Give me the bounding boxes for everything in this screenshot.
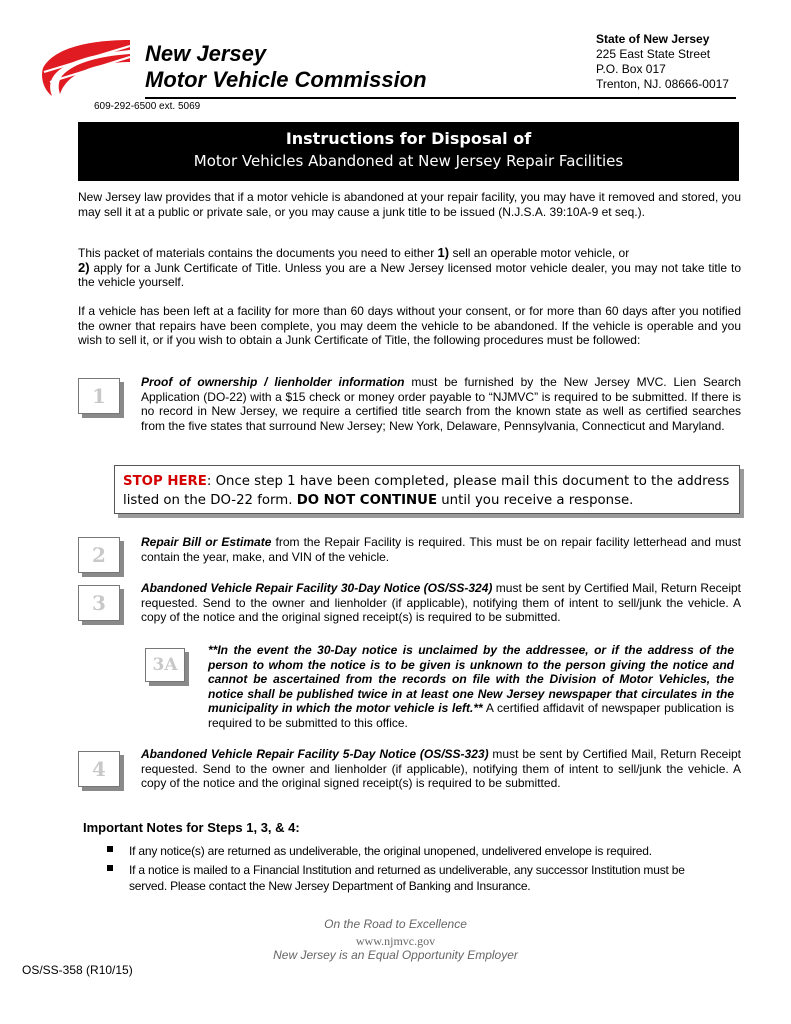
step-3-text bbox=[141, 581, 741, 625]
step-4-text bbox=[141, 747, 741, 791]
stop-here-text-2: until you receive a response. bbox=[437, 493, 634, 508]
notes-heading: Important Notes for Steps 1, 3, & 4: bbox=[83, 820, 300, 835]
intro-paragraph-3: If a vehicle has been left at a facility for more than 60 days without your consent, or for more than 60 days after you notified the owner that repairs have been complete, you may deem the vehicle to be abandoned. If the vehicle is operable and you wish to sell it, or if you wish to obtain a Junk Certificate of Title, the following procedures must be followed: bbox=[78, 304, 741, 347]
address-state: State of New Jersey bbox=[596, 32, 710, 46]
step-3-lead: Abandoned Vehicle Repair Facility 30-Day Notice (OS/SS-324) bbox=[141, 581, 493, 595]
stop-here-text-1: : Once step 1 have been completed, please mail this document to the address listed on the DO-22 form. bbox=[123, 474, 730, 508]
step-4-badge: 4 bbox=[78, 751, 120, 787]
step-2-body: from the Repair Facility is required. This must be on repair facility letterhead and must contain the year, make, and VIN of the vehicle. bbox=[141, 535, 741, 564]
step-3a-body: A certified affidavit of newspaper publication is required to be submitted to this office. bbox=[208, 701, 734, 730]
step-3a-badge: 3A bbox=[145, 648, 185, 682]
step-3-badge: 3 bbox=[78, 585, 120, 621]
step-3-body: must be sent by Certified Mail, Return Receipt requested. Send to the owner and lienholder (if applicable), notifying them of intent to sell/junk the vehicle. A copy of the notice and the original signed receipt(s) is required to be submitted. bbox=[141, 581, 742, 624]
stop-here-bold: DO NOT CONTINUE bbox=[296, 493, 438, 508]
bullet-square-icon bbox=[107, 865, 113, 871]
note-item-text: If any notice(s) are returned as undeliverable, the original unopened, undelivered envelope is required. bbox=[129, 844, 652, 858]
p2-num-2: 2) bbox=[78, 259, 90, 275]
step-2-lead: Repair Bill or Estimate bbox=[141, 535, 272, 549]
footer-slogan: On the Road to Excellence bbox=[324, 917, 467, 931]
org-name-line2: Motor Vehicle Commission bbox=[145, 67, 427, 92]
step-2-badge: 2 bbox=[78, 537, 120, 573]
note-item-text: If a notice is mailed to a Financial Institution and returned as undeliverable, any successor Institution must be served. Please contact the New Jersey Department of Banking and Insurance. bbox=[129, 863, 685, 893]
step-1-badge: 1 bbox=[78, 378, 120, 414]
step-4-body: must be sent by Certified Mail, Return Receipt requested. Send to the owner and lienholder (if applicable), notifying them of intent to sell/junk the vehicle. A copy of the notice and the original signed receipt(s) is required to be submitted. bbox=[141, 747, 741, 790]
p2-text-c: apply for a Junk Certificate of Title. Unless you are a New Jersey licensed motor vehicle dealer, you may not take title to the vehicle yourself. bbox=[78, 260, 741, 289]
stop-here-label: STOP HERE bbox=[123, 474, 207, 489]
footer-equal-opportunity: New Jersey is an Equal Opportunity Employer bbox=[273, 948, 518, 962]
note-item bbox=[107, 844, 707, 860]
address-street: 225 East State Street bbox=[596, 47, 711, 61]
header-rule bbox=[145, 97, 736, 99]
step-1-body: must be furnished by the New Jersey MVC. Lien Search Application (DO-22) with a $15 check or money order payable to “NJMVC” is required to be submitted. If there is no record in New Jersey, we require a certified title search from the known state as well as certified searches from the five states that surround New Jersey; New York, Delaware, Pennsylvania, Connecticut and Maryland. bbox=[141, 375, 741, 433]
p2-text-a: This packet of materials contains the documents you need to either bbox=[78, 246, 435, 260]
step-4-lead: Abandoned Vehicle Repair Facility 5-Day Notice (OS/SS-323) bbox=[141, 747, 489, 761]
note-item bbox=[107, 863, 707, 894]
step-3a-lead: **In the event the 30-Day notice is unclaimed by the addressee, or if the address of the person to whom the notice is to be given is unknown to the person giving the notice and cannot be ascertained from the records on file with the Division of Motor Vehicles, the notice shall be published twice in at least one New Jersey newspaper that circulates in the municipality in which the motor vehicle is left.** bbox=[208, 643, 734, 715]
step-2-text bbox=[141, 535, 741, 564]
njmvc-logo bbox=[40, 38, 132, 96]
banner-title: Instructions for Disposal of bbox=[285, 129, 532, 148]
title-banner bbox=[78, 122, 739, 181]
intro-paragraph-2 bbox=[78, 246, 741, 290]
form-id: OS/SS-358 (R10/15) bbox=[22, 963, 133, 977]
step-1-lead: Proof of ownership / lienholder information bbox=[141, 375, 405, 389]
p2-text-b: sell an operable motor vehicle, or bbox=[452, 246, 630, 260]
step-3a-text bbox=[208, 643, 734, 730]
banner-subtitle: Motor Vehicles Abandoned at New Jersey Repair Facilities bbox=[193, 152, 624, 170]
intro-paragraph-1: New Jersey law provides that if a motor vehicle is abandoned at your repair facility, you may have it removed and stored, you may sell it at a public or private sale, or you may cause a junk title to be issued (N.J.S.A. 39:10A-9 et seq.). bbox=[78, 190, 741, 219]
footer-url: www.njmvc.gov bbox=[355, 934, 436, 948]
phone-number: 609-292-6500 ext. 5069 bbox=[94, 101, 201, 112]
stop-here-box bbox=[114, 465, 740, 514]
address-city: Trenton, NJ. 08666-0017 bbox=[596, 77, 729, 91]
p2-num-1: 1) bbox=[437, 245, 450, 260]
org-name-line1: New Jersey bbox=[145, 41, 267, 66]
address-po-box: P.O. Box 017 bbox=[596, 62, 666, 76]
step-1-text bbox=[141, 375, 741, 433]
bullet-square-icon bbox=[107, 846, 113, 852]
